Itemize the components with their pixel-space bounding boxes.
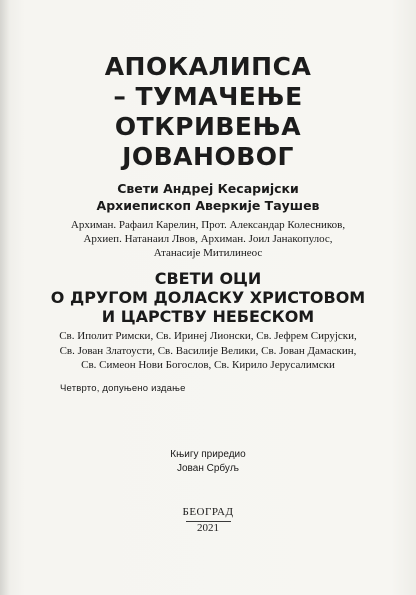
editor [0, 448, 416, 476]
author-line-2: Архиепископ Аверкије Таушев [96, 198, 320, 213]
book-title [0, 52, 416, 172]
contributors-line-3: Атанасије Митилинеос [153, 247, 263, 259]
title-line-4: ЈОВАНОВОГ [122, 142, 294, 171]
edition-note: Четврто, допуњено издање [60, 383, 186, 394]
authors [0, 180, 416, 214]
book-subtitle [0, 269, 416, 326]
contributors-line-1: Архиман. Рафаил Карелин, Прот. Александар Колесников, [70, 219, 346, 231]
author-line-1: Свети Андреј Кесаријски [117, 181, 299, 196]
contributors-line-2: Архиеп. Натанаил Лвов, Архиман. Јоил Јанакопулос, [83, 233, 333, 245]
publication-year: 2021 [197, 522, 219, 534]
fathers-line-2: Св. Јован Златоусти, Св. Василије Велики, Св. Јован Дамаскин, [59, 344, 357, 357]
fathers-line-3: Св. Симеон Нови Богослов, Св. Кирило Јерусалимски [81, 359, 335, 371]
title-line-1: АПОКАЛИПСА [104, 52, 312, 81]
publication-city: БЕОГРАД [182, 506, 234, 518]
fathers-line-1: Св. Иполит Римски, Св. Иринеј Лионски, Св. Јефрем Сирујски, [59, 330, 357, 342]
editor-line-2: Јован Србуљ [177, 463, 239, 474]
title-line-3: ОТКРИВЕЊА [114, 112, 302, 141]
subtitle-line-2: О ДРУГОМ ДОЛАСКУ ХРИСТОВОМ [50, 288, 366, 307]
contributors [0, 218, 416, 260]
subtitle-line-1: СВЕТИ ОЦИ [154, 269, 262, 288]
editor-line-1: Књигу приредио [170, 449, 246, 460]
church-fathers [0, 329, 416, 373]
title-line-2: – ТУМАЧЕЊЕ [113, 82, 303, 111]
subtitle-line-3: И ЦАРСТВУ НЕБЕСКОМ [101, 307, 315, 326]
